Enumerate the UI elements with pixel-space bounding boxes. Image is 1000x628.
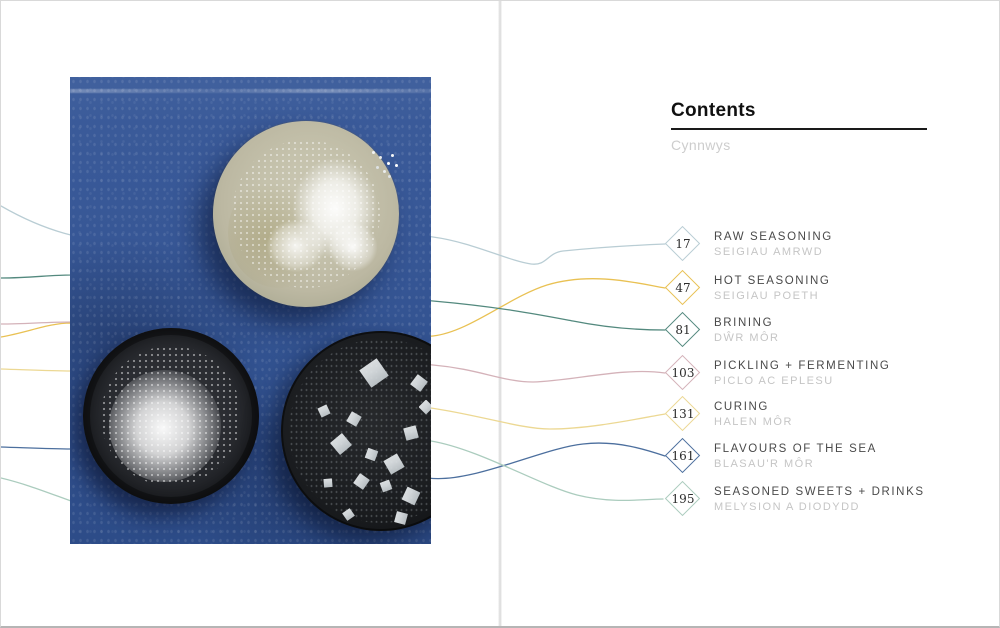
toc-item bbox=[665, 226, 833, 262]
chapter-labels bbox=[714, 486, 925, 513]
chapter-subtitle-welsh: HALEN MÔR bbox=[714, 415, 793, 428]
chapter-title: SEASONED SWEETS + DRINKS bbox=[714, 485, 925, 498]
chapter-subtitle-welsh: DŴR MÔR bbox=[714, 331, 780, 344]
toc-item bbox=[665, 438, 877, 474]
chapter-title: HOT SEASONING bbox=[714, 274, 831, 287]
chapter-title: BRINING bbox=[714, 316, 774, 329]
chapter-labels bbox=[714, 317, 780, 344]
beige-plate bbox=[213, 121, 399, 307]
chapter-subtitle-welsh: SEIGIAU AMRWD bbox=[714, 245, 824, 258]
salt-grain-texture bbox=[232, 140, 381, 289]
page-number-diamond bbox=[665, 312, 701, 348]
page-number-diamond bbox=[665, 270, 701, 306]
page-number-diamond bbox=[665, 481, 701, 517]
page-number: 81 bbox=[675, 323, 691, 337]
scattered-salt-crystals bbox=[372, 151, 375, 154]
chapter-subtitle-welsh: PICLO AC EPLESU bbox=[714, 374, 834, 387]
chapter-title: PICKLING + FERMENTING bbox=[714, 359, 891, 372]
chapter-labels bbox=[714, 231, 833, 258]
cloth-stitch-line bbox=[70, 89, 431, 93]
contents-title: Contents bbox=[671, 100, 756, 121]
chapter-title: RAW SEASONING bbox=[714, 230, 833, 243]
title-underline bbox=[671, 128, 927, 130]
page-number: 47 bbox=[675, 281, 691, 295]
chapter-labels bbox=[714, 443, 877, 470]
toc-item bbox=[665, 312, 780, 348]
chapter-title: FLAVOURS OF THE SEA bbox=[714, 442, 877, 455]
salt-grain-texture bbox=[101, 346, 242, 487]
salt-plates-photo bbox=[70, 77, 431, 544]
chapter-title: CURING bbox=[714, 400, 769, 413]
toc-item bbox=[665, 355, 890, 391]
page-number: 103 bbox=[671, 366, 695, 380]
black-plate bbox=[281, 331, 431, 531]
chapter-subtitle-welsh: BLASAU'R MÔR bbox=[714, 457, 815, 470]
toc-item bbox=[665, 396, 793, 432]
page-number: 17 bbox=[675, 237, 691, 251]
toc-item bbox=[665, 270, 830, 306]
chapter-labels bbox=[714, 275, 830, 302]
chapter-labels bbox=[714, 401, 793, 428]
page-number: 195 bbox=[671, 492, 695, 506]
page-number-diamond bbox=[665, 226, 701, 262]
page-number-diamond bbox=[665, 355, 701, 391]
toc-item bbox=[665, 481, 925, 517]
contents-subtitle-welsh: Cynnwys bbox=[671, 137, 731, 153]
page-number-diamond bbox=[665, 396, 701, 432]
page-number-diamond bbox=[665, 438, 701, 474]
chapter-labels bbox=[714, 360, 890, 387]
page-number: 161 bbox=[671, 449, 695, 463]
page-number: 131 bbox=[671, 407, 695, 421]
chapter-subtitle-welsh: SEIGIAU POETH bbox=[714, 289, 820, 302]
dark-plate bbox=[83, 328, 259, 504]
chapter-subtitle-welsh: MELYSION A DIODYDD bbox=[714, 500, 860, 513]
